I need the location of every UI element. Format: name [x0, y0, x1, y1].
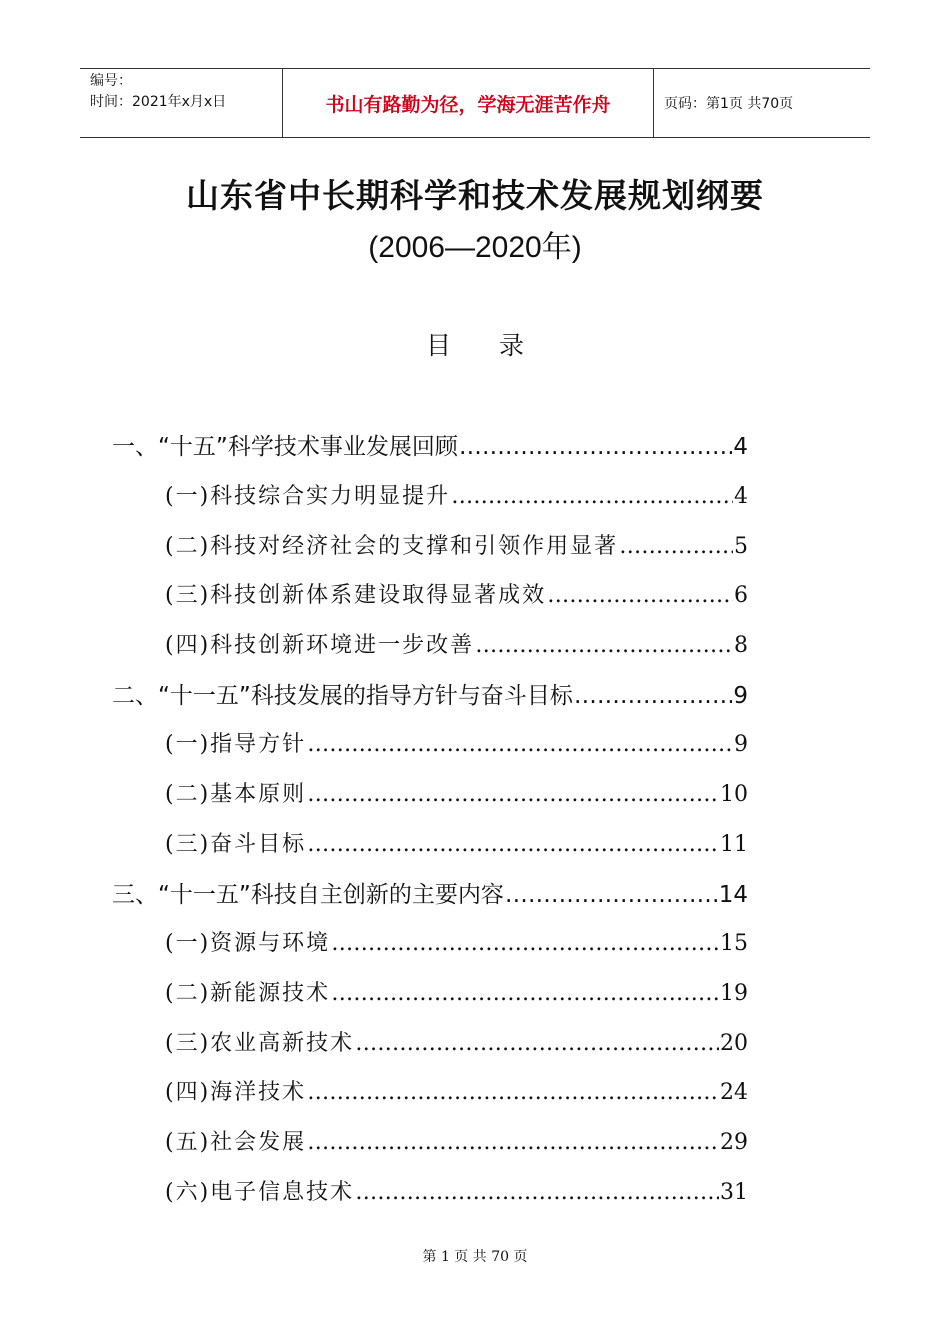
header-page-info: 页码：第1页 共70页: [664, 96, 794, 112]
toc-entry-number: (三): [165, 832, 211, 857]
toc-entry[interactable]: [165, 1125, 748, 1156]
toc-entry-number: (一): [165, 931, 211, 956]
document-title: 山东省中长期科学和技术发展规划纲要: [186, 176, 764, 215]
toc-entry[interactable]: [165, 777, 748, 808]
toc-leader-dots: [574, 683, 733, 709]
toc-leader-dots: [475, 633, 733, 658]
toc-entry-page: 14: [718, 882, 748, 908]
toc-entry-number: (二): [165, 534, 211, 559]
toc-entry-text: 农业高新技术: [210, 1031, 355, 1056]
toc-entry[interactable]: [165, 727, 748, 758]
toc-entry-text: 资源与环境: [210, 931, 331, 956]
header-number-label: 编号：: [90, 73, 132, 89]
toc-entry[interactable]: [165, 529, 748, 560]
toc-entry-number: (二): [165, 981, 211, 1006]
toc-entry[interactable]: [165, 1075, 748, 1106]
toc-entry-number: (四): [165, 1080, 211, 1105]
toc-entry-page: 4: [733, 434, 748, 460]
toc-leader-dots: [307, 832, 719, 857]
toc-entry-page: 10: [720, 782, 748, 807]
toc-entry-page: 9: [734, 732, 748, 757]
toc-leader-dots: [355, 1180, 719, 1205]
toc-entry-text: 科技综合实力明显提升: [210, 484, 451, 509]
toc-leader-dots: [355, 1031, 719, 1056]
toc-entry-number: (五): [165, 1130, 211, 1155]
toc-entry[interactable]: [165, 1175, 748, 1206]
toc-entry-text: 指导方针: [210, 732, 307, 757]
toc-entry-number: (六): [165, 1180, 211, 1205]
toc-entry[interactable]: [165, 628, 748, 659]
toc-entry-number: 三、: [112, 882, 158, 908]
toc-entry[interactable]: [165, 926, 748, 957]
toc-entry-page: 11: [720, 832, 748, 857]
toc-entry-page: 31: [720, 1180, 748, 1205]
toc-entry-text: “十一五”科技发展的指导方针与奋斗目标: [158, 683, 573, 709]
toc-entry-number: (一): [165, 484, 211, 509]
toc-leader-dots: [459, 434, 733, 460]
toc-entry[interactable]: [112, 677, 748, 710]
toc-entry-page: 15: [720, 931, 748, 956]
toc-entry-text: 新能源技术: [210, 981, 331, 1006]
toc-entry-text: “十一五”科技自主创新的主要内容: [158, 882, 504, 908]
toc-entry-page: 19: [720, 981, 748, 1006]
toc-leader-dots: [451, 484, 733, 509]
toc-entry[interactable]: [165, 1026, 748, 1057]
toc-entry-page: 24: [720, 1080, 748, 1105]
toc-leader-dots: [307, 1080, 719, 1105]
toc-entry-number: (二): [165, 782, 211, 807]
toc-leader-dots: [619, 534, 733, 559]
toc-entry-number: (一): [165, 732, 211, 757]
toc-title: 目录: [425, 331, 572, 360]
toc-entry-text: 电子信息技术: [210, 1180, 355, 1205]
toc-entry-page: 20: [720, 1031, 748, 1056]
toc-entry-text: “十五”科学技术事业发展回顾: [158, 434, 458, 460]
header-table: [80, 68, 870, 138]
toc-entry-text: 基本原则: [210, 782, 307, 807]
toc-leader-dots: [331, 931, 719, 956]
toc-entry-text: 海洋技术: [210, 1080, 307, 1105]
toc-entry-text: 奋斗目标: [210, 832, 307, 857]
toc-entry-page: 8: [734, 633, 748, 658]
toc-entry-page: 4: [734, 484, 748, 509]
toc-entry[interactable]: [165, 479, 748, 510]
toc-entry-page: 6: [734, 583, 748, 608]
toc-entry-number: (四): [165, 633, 211, 658]
toc-entry-page: 5: [734, 534, 748, 559]
toc-leader-dots: [547, 583, 733, 608]
toc-entry[interactable]: [112, 876, 748, 909]
toc-entry-text: 科技创新体系建设取得显著成效: [210, 583, 547, 608]
toc-entry-text: 科技对经济社会的支撑和引领作用显著: [210, 534, 619, 559]
toc-leader-dots: [307, 1130, 719, 1155]
toc-entry-number: (三): [165, 1031, 211, 1056]
toc-leader-dots: [307, 732, 733, 757]
toc-entry-text: 科技创新环境进一步改善: [210, 633, 475, 658]
toc-entry[interactable]: [165, 578, 748, 609]
header-time-label: 时间：2021年x月x日: [90, 94, 227, 110]
toc-entry-page: 9: [733, 683, 748, 709]
toc-leader-dots: [307, 782, 719, 807]
toc-entry[interactable]: [165, 976, 748, 1007]
toc-entry-number: 一、: [112, 434, 158, 460]
toc-leader-dots: [505, 882, 718, 908]
toc-entry[interactable]: [165, 827, 748, 858]
toc-entry[interactable]: [112, 428, 748, 461]
header-meta: [80, 69, 282, 137]
header-motto: 书山有路勤为径，学海无涯苦作舟: [282, 69, 654, 137]
toc-leader-dots: [331, 981, 719, 1006]
page-footer: 第 1 页 共 70 页: [422, 1249, 528, 1265]
toc-entry-number: (三): [165, 583, 211, 608]
toc-entry-page: 29: [720, 1130, 748, 1155]
document-subtitle: (2006—2020年): [368, 231, 582, 264]
toc-entry-number: 二、: [112, 683, 158, 709]
toc-entry-text: 社会发展: [210, 1130, 307, 1155]
